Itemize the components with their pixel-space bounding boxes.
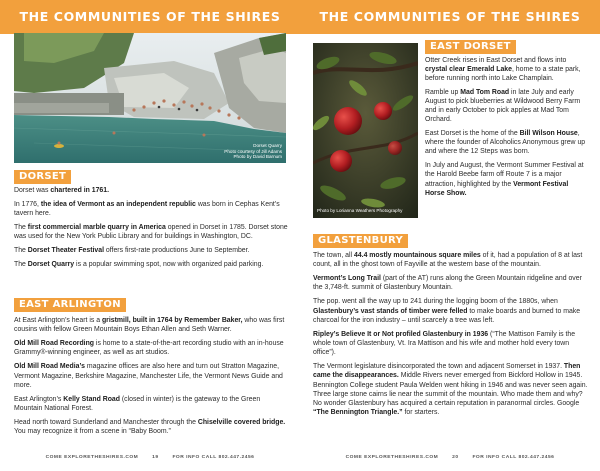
text-run: Otter Creek rises in East Dorset and flows into xyxy=(425,57,567,64)
text-run: of it, had a population of 8 at last count, all in the ghost town of Fayville at the western base of the mountain. xyxy=(313,252,583,269)
left-page-title: THE COMMUNITIES OF THE SHIRES xyxy=(19,9,281,24)
credit-line: Dorset Quarry xyxy=(253,143,282,149)
bold-text: “The Bennington Triangle.” xyxy=(313,409,403,417)
footer-website: COME EXPLORETHESHIRES.COM xyxy=(345,455,439,460)
text-run: , where the founder of Alcoholics Anonymous grew up and where the 12 Steps was born. xyxy=(425,130,586,156)
bold-text: Ripley’s Believe It or Not profiled Glastenbury in 1936 xyxy=(313,330,489,338)
credit-line: Photo courtesy of Jill Adams xyxy=(224,148,282,154)
footer-phone: FOR INFO CALL 802.447.2456 xyxy=(472,455,555,460)
paragraph xyxy=(14,186,288,195)
bold-text: Dorset Quarry xyxy=(27,261,75,269)
header-banner xyxy=(0,0,600,34)
paragraph xyxy=(313,274,589,292)
text-run: for starters. xyxy=(402,409,440,417)
text-run: You may recognize it from a scene in “Baby Boom.” xyxy=(14,428,171,436)
bold-text: Vermont’s Long Trail xyxy=(313,275,381,283)
text-run: Dorset was xyxy=(14,187,51,194)
text-run: The Vermont legislature disincorporated the town and adjacent Somerset in 1937. xyxy=(313,363,564,371)
text-run: to make boards and burned to make charcoal for the iron industry – until scarcely a tree was left. xyxy=(313,307,581,324)
text-run: opened in Dorset in 1785. Dorset stone was used for the New York Public Library and for buildings in Washington, DC. xyxy=(14,224,288,241)
footer-page-number: 19 xyxy=(152,455,159,460)
apple-illustration xyxy=(313,43,418,218)
bold-text: Glastenbury’s vast stands of timber were felled xyxy=(313,307,468,315)
east-dorset-section xyxy=(425,56,589,203)
paragraph xyxy=(14,316,288,334)
text-run: East Arlington’s xyxy=(14,395,64,403)
paragraph xyxy=(313,251,589,269)
bold-text: Mad Tom Road xyxy=(460,89,510,97)
text-run: In July and August, the Vermont Summer Festival at the Harold Beebe farm off Route 7 is a major attraction, highlighted by the xyxy=(425,162,584,188)
paragraph xyxy=(14,418,288,436)
text-run: The xyxy=(14,261,28,269)
left-footer xyxy=(0,455,300,460)
paragraph xyxy=(14,260,288,269)
dorset-section xyxy=(14,186,288,274)
bold-text: gristmill, built in 1764 by Remember Baker, xyxy=(101,317,243,324)
paragraph xyxy=(425,88,589,124)
text-run: (closed in winter) is the gateway to the Green Mountain National Forest. xyxy=(14,395,261,413)
credit-line: Photo by David Barnum xyxy=(233,154,282,160)
text-run: East Dorset is the home of the xyxy=(425,130,520,138)
text-run: who was first cousins with fellow Green Mountain Boys Ethan Allen and Seth Warner. xyxy=(14,317,285,334)
quarry-photo-credit xyxy=(224,143,282,160)
paragraph xyxy=(425,161,589,197)
right-footer xyxy=(300,455,600,460)
bold-text: first commercial marble quarry in America xyxy=(27,224,166,232)
glastenbury-heading: GLASTENBURY xyxy=(313,234,408,248)
bold-text: Old Mill Road Media’s xyxy=(14,363,85,371)
east-arlington-section xyxy=(14,316,288,441)
bold-text: chartered in 1761. xyxy=(50,187,109,194)
text-run: In 1776, xyxy=(14,201,41,208)
bold-text: 44.4 mostly mountainous square miles xyxy=(353,252,481,259)
bold-text: Old Mill Road Recording xyxy=(14,340,95,348)
text-run: The xyxy=(14,247,28,255)
bold-text: Then came the disappearances. xyxy=(313,363,581,380)
text-run: Head north toward Sunderland and Manchester through the xyxy=(14,419,198,427)
paragraph xyxy=(14,339,288,357)
dorset-quarry-photo xyxy=(14,33,286,163)
east-arlington-heading: EAST ARLINGTON xyxy=(14,298,126,312)
apple-tree-photo xyxy=(313,43,418,218)
text-run: , home to a state park, before running north into Lake Champlain. xyxy=(425,66,581,83)
paragraph xyxy=(313,362,589,417)
apple-photo-credit: Photo by Lorianna Weathers Photography xyxy=(317,208,403,214)
paragraph xyxy=(425,129,589,156)
paragraph xyxy=(313,297,589,325)
text-run: (“The Mattison Family is the whole town of Glastenbury, Vt. Ira Mattison and his wife and mother hold every town office”). xyxy=(313,330,576,357)
text-run: (part of the AT) runs along the Green Mountain ridgeline and over the 3,748-ft. summit of Glastenbury Mountain. xyxy=(313,275,582,292)
bold-text: Chiselville covered bridge. xyxy=(197,419,286,427)
text-run: The town, all xyxy=(313,252,354,259)
text-run: Ramble up xyxy=(425,89,461,97)
text-run: is a popular swimming spot, now with organized paid parking. xyxy=(74,261,264,269)
east-dorset-heading: EAST DORSET xyxy=(425,40,516,54)
paragraph xyxy=(14,246,288,255)
bold-text: Bill Wilson House xyxy=(519,130,578,138)
text-run: magazine offices are also here and turn out Stratton Magazine, Vermont Magazine, Berkshire Magazine, Manchester Life, the Vermont News Guide and more. xyxy=(14,363,283,389)
bold-text: the idea of Vermont as an independent republic xyxy=(40,201,196,208)
footer-website: COME EXPLORETHESHIRES.COM xyxy=(45,455,139,460)
text-run: At East Arlington’s heart is a xyxy=(14,317,102,324)
text-run: is home to a state-of-the-art recording studio with an in-house Grammy®-winning engineer, as well as art studios. xyxy=(14,340,284,357)
text-run: The xyxy=(14,224,28,232)
bold-text: Vermont Festival Horse Show. xyxy=(425,180,569,197)
glastenbury-section xyxy=(313,251,589,422)
paragraph xyxy=(14,200,288,218)
paragraph xyxy=(14,395,288,413)
paragraph xyxy=(14,223,288,241)
paragraph xyxy=(14,362,288,390)
paragraph xyxy=(313,330,589,358)
right-page-title: THE COMMUNITIES OF THE SHIRES xyxy=(319,9,581,24)
text-run: was born in Cephas Kent’s tavern here. xyxy=(14,201,280,218)
bold-text: Kelly Stand Road xyxy=(63,395,120,403)
text-run: Middle Rivers never emerged from Bickford Hollow in 1945. Bennington College student Paula Welden went hiking in 1946 and was never seen again. Three large stone cairns lie near the summit of the mountain. Who made them and why? No wonder Glastenbury has acquired a certain reputation in paranormal circles. Google xyxy=(313,372,588,408)
footer-page-number: 20 xyxy=(452,455,459,460)
dorset-heading: DORSET xyxy=(14,170,71,184)
footer-phone: FOR INFO CALL 802.447.2456 xyxy=(172,455,255,460)
bold-text: Dorset Theater Festival xyxy=(27,247,105,255)
text-run: The pop. went all the way up to 241 during the logging boom of the 1880s, when xyxy=(313,298,558,306)
text-run: offers first-rate productions June to September. xyxy=(104,247,250,255)
text-run: in late July and early August to pick blueberries at Wildwood Berry Farm and in early October to pick apples at Mad Tom Orchard. xyxy=(425,89,581,124)
paragraph xyxy=(425,56,589,83)
bold-text: crystal clear Emerald Lake xyxy=(425,66,512,74)
